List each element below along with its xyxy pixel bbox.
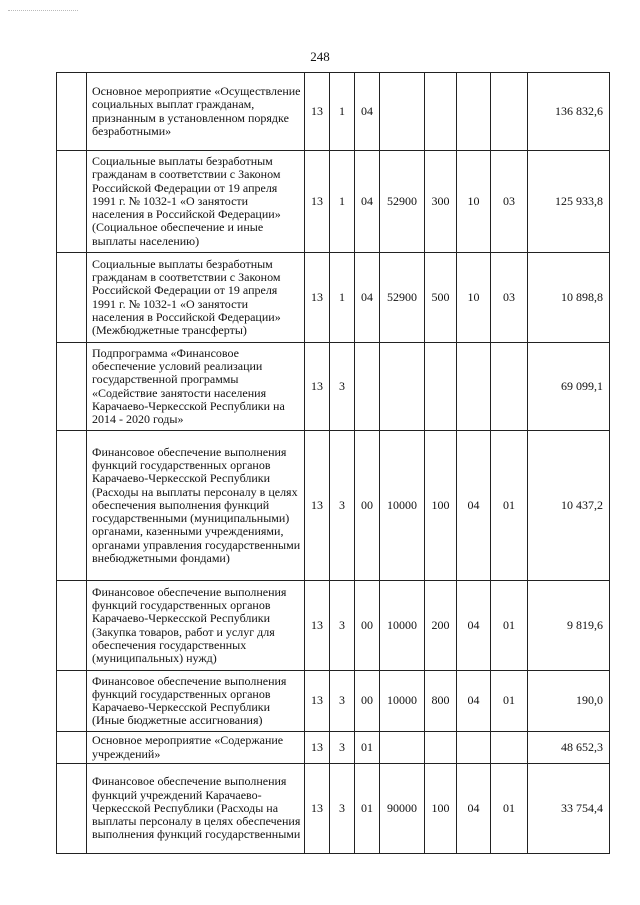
cell-code: 200 xyxy=(425,581,457,671)
cell-code: 10 xyxy=(457,151,491,253)
row-amount: 9 819,6 xyxy=(528,581,610,671)
cell-code xyxy=(425,343,457,431)
cell-code: 04 xyxy=(457,581,491,671)
cell-code xyxy=(491,73,528,151)
table-row xyxy=(57,73,610,151)
row-amount: 33 754,4 xyxy=(528,764,610,854)
row-amount: 136 832,6 xyxy=(528,73,610,151)
row-marker-cell xyxy=(57,253,87,343)
cell-code: 01 xyxy=(491,581,528,671)
cell-code: 04 xyxy=(457,431,491,581)
cell-code: 01 xyxy=(355,732,380,764)
cell-code: 10000 xyxy=(380,431,425,581)
table-row xyxy=(57,151,610,253)
cell-code xyxy=(491,343,528,431)
cell-code: 500 xyxy=(425,253,457,343)
cell-code: 01 xyxy=(355,764,380,854)
row-marker-cell xyxy=(57,732,87,764)
row-marker-cell xyxy=(57,764,87,854)
cell-code: 00 xyxy=(355,431,380,581)
cell-code xyxy=(425,73,457,151)
cell-code: 01 xyxy=(491,431,528,581)
row-amount: 190,0 xyxy=(528,671,610,732)
row-description: Основное мероприятие «Содержание учреждений» xyxy=(87,732,305,764)
cell-code: 04 xyxy=(457,671,491,732)
table-row xyxy=(57,671,610,732)
cell-code: 1 xyxy=(330,253,355,343)
cell-code: 01 xyxy=(491,764,528,854)
cell-code: 300 xyxy=(425,151,457,253)
row-description: Социальные выплаты безработным гражданам в соответствии с Законом Российской Федерации от 19 апреля 1991 г. № 1032-1 «О занятости населения в Российской Федерации» (Межбюджетные трансферты) xyxy=(87,253,305,343)
row-description: Подпрограмма «Финансовое обеспечение условий реализации государственной программы «Содействие занятости населения Карачаево-Черкесской Республики на 2014 - 2020 годы» xyxy=(87,343,305,431)
page-number: 248 xyxy=(310,49,330,64)
cell-code: 00 xyxy=(355,671,380,732)
cell-code: 13 xyxy=(305,431,330,581)
cell-code: 10000 xyxy=(380,671,425,732)
cell-code xyxy=(425,732,457,764)
cell-code: 10000 xyxy=(380,581,425,671)
cell-code: 00 xyxy=(355,581,380,671)
row-description: Финансовое обеспечение выполнения функций государственных органов Карачаево-Черкесской Республики (Расходы на выплаты персоналу в целях обеспечения выполнения функций государственными (муниципальными) органами, казенными учреждениями, органами управления государственными внебюджетными фондами) xyxy=(87,431,305,581)
cell-code xyxy=(491,732,528,764)
row-description: Социальные выплаты безработным гражданам в соответствии с Законом Российской Федерации от 19 апреля 1991 г. № 1032-1 «О занятости населения в Российской Федерации» (Социальное обеспечение и иные выплаты населению) xyxy=(87,151,305,253)
cell-code: 04 xyxy=(355,253,380,343)
row-marker-cell xyxy=(57,343,87,431)
row-amount: 10 898,8 xyxy=(528,253,610,343)
row-amount: 69 099,1 xyxy=(528,343,610,431)
row-amount: 10 437,2 xyxy=(528,431,610,581)
row-description: Финансовое обеспечение выполнения функций государственных органов Карачаево-Черкесской Республики (Закупка товаров, работ и услуг для обеспечения государственных (муниципальных) нужд) xyxy=(87,581,305,671)
row-description: Основное мероприятие «Осуществление социальных выплат гражданам, признанным в установленном порядке безработными» xyxy=(87,73,305,151)
table-row xyxy=(57,764,610,854)
row-amount: 125 933,8 xyxy=(528,151,610,253)
row-marker-cell xyxy=(57,73,87,151)
cell-code: 03 xyxy=(491,253,528,343)
budget-table xyxy=(56,72,610,854)
cell-code: 3 xyxy=(330,431,355,581)
cell-code: 13 xyxy=(305,253,330,343)
cell-code: 01 xyxy=(491,671,528,732)
cell-code xyxy=(380,73,425,151)
cell-code: 52900 xyxy=(380,253,425,343)
cell-code: 1 xyxy=(330,151,355,253)
row-marker-cell xyxy=(57,431,87,581)
row-marker-cell xyxy=(57,671,87,732)
cell-code: 04 xyxy=(457,764,491,854)
cell-code xyxy=(457,343,491,431)
cell-code: 03 xyxy=(491,151,528,253)
cell-code: 04 xyxy=(355,151,380,253)
cell-code: 13 xyxy=(305,581,330,671)
cell-code: 13 xyxy=(305,151,330,253)
cell-code xyxy=(457,73,491,151)
cell-code: 3 xyxy=(330,343,355,431)
table-row xyxy=(57,581,610,671)
table-row xyxy=(57,343,610,431)
cell-code: 1 xyxy=(330,73,355,151)
cell-code: 100 xyxy=(425,431,457,581)
cell-code: 13 xyxy=(305,671,330,732)
cell-code: 13 xyxy=(305,732,330,764)
cell-code: 3 xyxy=(330,732,355,764)
cell-code: 13 xyxy=(305,764,330,854)
table-row xyxy=(57,732,610,764)
row-marker-cell xyxy=(57,151,87,253)
cell-code: 13 xyxy=(305,73,330,151)
cell-code: 52900 xyxy=(380,151,425,253)
cell-code xyxy=(355,343,380,431)
cell-code xyxy=(380,732,425,764)
cell-code: 90000 xyxy=(380,764,425,854)
row-description: Финансовое обеспечение выполнения функций государственных органов Карачаево-Черкесской Республики (Иные бюджетные ассигнования) xyxy=(87,671,305,732)
cell-code: 04 xyxy=(355,73,380,151)
cell-code xyxy=(380,343,425,431)
cell-code xyxy=(457,732,491,764)
cell-code: 10 xyxy=(457,253,491,343)
scan-artifact xyxy=(8,10,78,12)
table-row xyxy=(57,431,610,581)
table-row xyxy=(57,253,610,343)
row-description: Финансовое обеспечение выполнения функций учреждений Карачаево-Черкесской Республики (Расходы на выплаты персоналу в целях обеспечения выполнения функций государственными xyxy=(87,764,305,854)
cell-code: 3 xyxy=(330,671,355,732)
cell-code: 3 xyxy=(330,764,355,854)
cell-code: 800 xyxy=(425,671,457,732)
row-marker-cell xyxy=(57,581,87,671)
cell-code: 100 xyxy=(425,764,457,854)
row-amount: 48 652,3 xyxy=(528,732,610,764)
cell-code: 13 xyxy=(305,343,330,431)
cell-code: 3 xyxy=(330,581,355,671)
